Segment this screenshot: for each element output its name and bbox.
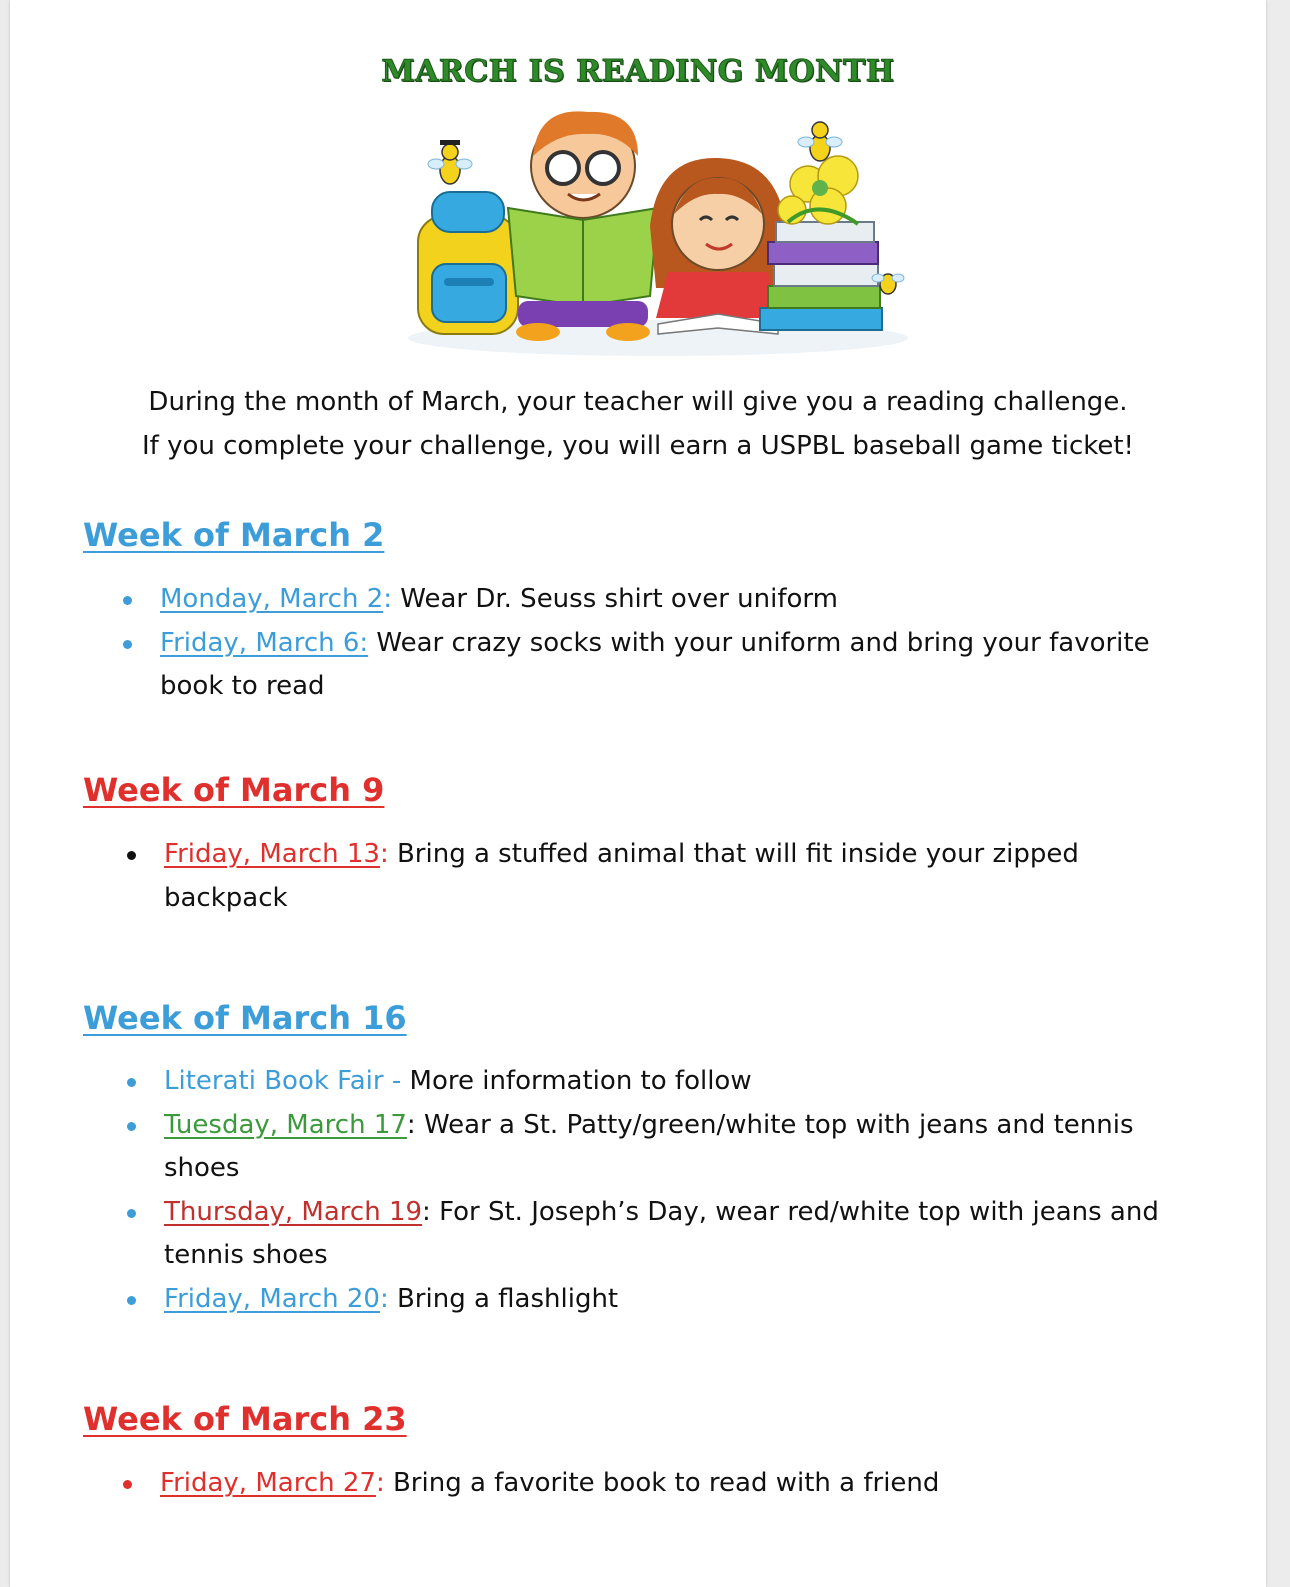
boy-reading xyxy=(508,111,658,341)
list-item xyxy=(122,1060,1200,1104)
bullet-icon xyxy=(123,640,132,649)
date-label: Friday, March 27 xyxy=(160,1468,376,1498)
bullet-icon xyxy=(127,1078,136,1087)
kids-reading-illustration xyxy=(388,96,924,362)
banner-title: MARCH IS READING MONTH xyxy=(381,54,895,89)
item-description: Wear crazy socks with your uniform and bring your favorite book to read xyxy=(160,627,1150,701)
intro-line-2: If you complete your challenge, you will earn a USPBL baseball game ticket! xyxy=(142,431,1134,461)
document-page xyxy=(10,0,1266,1587)
list-item xyxy=(118,578,1200,622)
bee-icon xyxy=(798,122,842,161)
date-separator: : xyxy=(379,839,389,869)
item-description: Bring a stuffed animal that will fit inside your zipped backpack xyxy=(164,839,1079,913)
date-label: Monday, March 2 xyxy=(160,584,384,614)
bee-icon xyxy=(428,140,472,184)
date-label: Friday, March 6: xyxy=(160,627,369,658)
list-item xyxy=(118,622,1200,709)
week-heading-march-2: Week of March 2 xyxy=(83,516,385,554)
bullet-icon xyxy=(127,1209,136,1218)
week-heading-march-16: Week of March 16 xyxy=(83,999,407,1037)
week-heading-march-9: Week of March 9 xyxy=(83,771,385,809)
intro-line-1: During the month of March, your teacher will give you a reading challenge. xyxy=(148,387,1128,417)
week-list-march-9 xyxy=(122,833,1200,920)
item-description: Bring a favorite book to read with a friend xyxy=(384,1468,940,1498)
week-heading-march-23: Week of March 23 xyxy=(83,1400,407,1438)
event-label: Literati Book Fair - xyxy=(164,1066,402,1096)
date-label: Tuesday, March 17 xyxy=(164,1109,407,1140)
list-item xyxy=(122,1278,1200,1322)
item-description: Bring a flashlight xyxy=(388,1283,619,1314)
item-description: For St. Joseph’s Day, wear red/white top with jeans and tennis shoes xyxy=(164,1196,1159,1270)
date-separator: : xyxy=(379,1283,389,1314)
week-list-march-16 xyxy=(122,1060,1200,1321)
intro-text xyxy=(10,380,1266,468)
bullet-icon xyxy=(127,1296,136,1305)
bullet-icon xyxy=(127,1122,136,1131)
item-description: Wear a St. Patty/green/white top with jeans and tennis shoes xyxy=(164,1109,1134,1183)
date-separator: : xyxy=(406,1109,416,1140)
list-item xyxy=(118,1462,1200,1506)
date-separator: : xyxy=(375,1468,385,1498)
date-separator: : xyxy=(422,1196,431,1227)
backpack-icon xyxy=(418,192,518,334)
date-label: Thursday, March 19 xyxy=(164,1196,423,1227)
list-item xyxy=(122,1104,1200,1191)
list-item xyxy=(122,1191,1200,1278)
date-label: Friday, March 20 xyxy=(164,1283,380,1314)
bullet-icon xyxy=(123,596,132,605)
date-label: Friday, March 13 xyxy=(164,839,380,869)
book-stack xyxy=(760,222,882,330)
item-description: More information to follow xyxy=(401,1066,752,1096)
week-list-march-23 xyxy=(118,1462,1200,1506)
bullet-icon xyxy=(123,1480,132,1489)
week-list-march-2 xyxy=(118,578,1200,709)
list-item xyxy=(122,833,1200,920)
bullet-icon xyxy=(127,851,136,860)
date-separator: : xyxy=(383,584,392,614)
item-description: Wear Dr. Seuss shirt over uniform xyxy=(392,584,838,614)
flowers xyxy=(778,156,858,224)
